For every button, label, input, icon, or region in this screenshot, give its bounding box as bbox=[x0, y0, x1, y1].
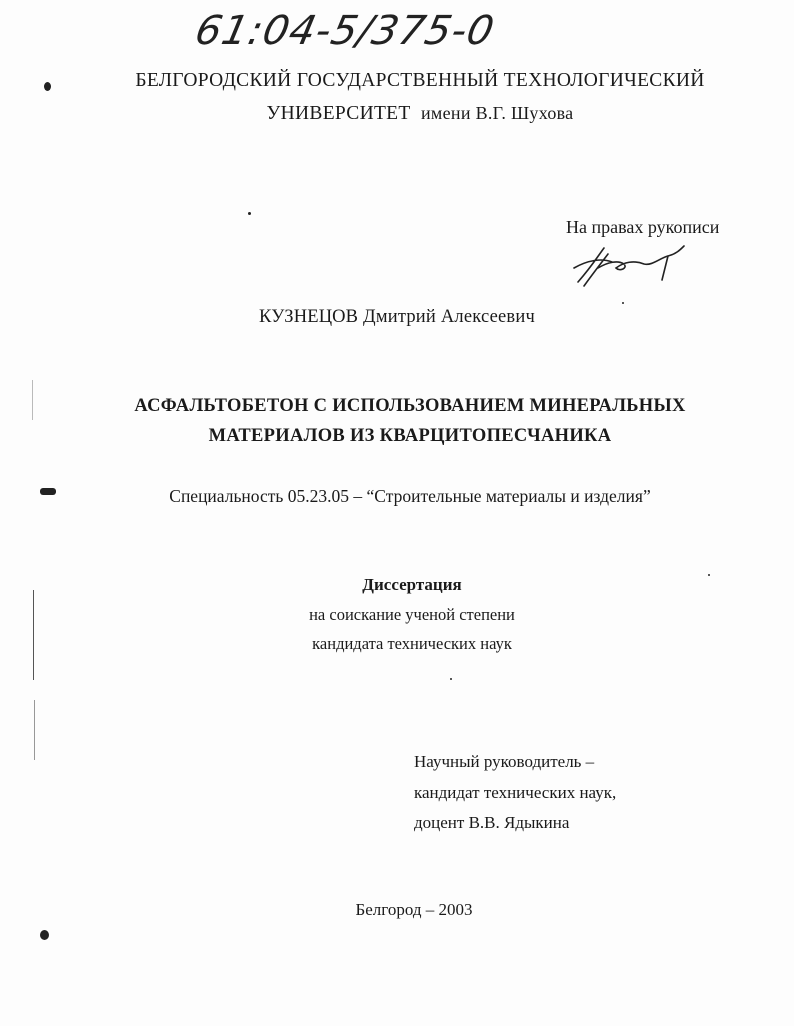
university-name-line1: БЕЛГОРОДСКИЙ ГОСУДАРСТВЕННЫЙ ТЕХНОЛОГИЧЕСКИЙ bbox=[135, 70, 705, 91]
dissertation-degree-line1: на соискание ученой степени bbox=[309, 605, 515, 624]
scan-speck bbox=[622, 302, 624, 304]
signature-icon bbox=[568, 238, 688, 290]
city-year: Белгород – 2003 bbox=[355, 900, 473, 919]
university-name-line2 bbox=[100, 98, 740, 129]
author-name: КУЗНЕЦОВ Дмитрий Алексеевич bbox=[259, 307, 535, 327]
rights-note: На правах рукописи bbox=[566, 217, 720, 237]
scan-speck bbox=[248, 212, 251, 215]
scan-speck bbox=[450, 678, 452, 680]
scan-edge-line bbox=[34, 700, 35, 760]
advisor-name: доцент В.В. Ядыкина bbox=[414, 813, 570, 832]
specialty: Специальность 05.23.05 – “Строительные материалы и изделия” bbox=[169, 486, 651, 506]
scan-speck bbox=[708, 574, 710, 576]
scan-speck bbox=[40, 488, 56, 495]
advisor-degree: кандидат технических наук, bbox=[414, 783, 617, 802]
scan-edge-line bbox=[32, 380, 33, 420]
thesis-title-line2: МАТЕРИАЛОВ ИЗ КВАРЦИТОПЕСЧАНИКА bbox=[208, 426, 612, 446]
thesis-title-line1: АСФАЛЬТОБЕТОН С ИСПОЛЬЗОВАНИЕМ МИНЕРАЛЬНЫХ bbox=[134, 396, 686, 416]
advisor-role: Научный руководитель – bbox=[414, 752, 595, 771]
scan-speck bbox=[40, 930, 49, 940]
university-named-after: имени В.Г. Шухова bbox=[420, 103, 574, 123]
scan-edge-line bbox=[33, 590, 34, 680]
scan-speck bbox=[44, 82, 51, 91]
university-word: УНИВЕРСИТЕТ bbox=[266, 103, 411, 124]
catalog-number: 61:04-5/375-0 bbox=[191, 8, 499, 54]
dissertation-heading: Диссертация bbox=[362, 575, 462, 594]
dissertation-degree-line2: кандидата технических наук bbox=[312, 634, 512, 653]
